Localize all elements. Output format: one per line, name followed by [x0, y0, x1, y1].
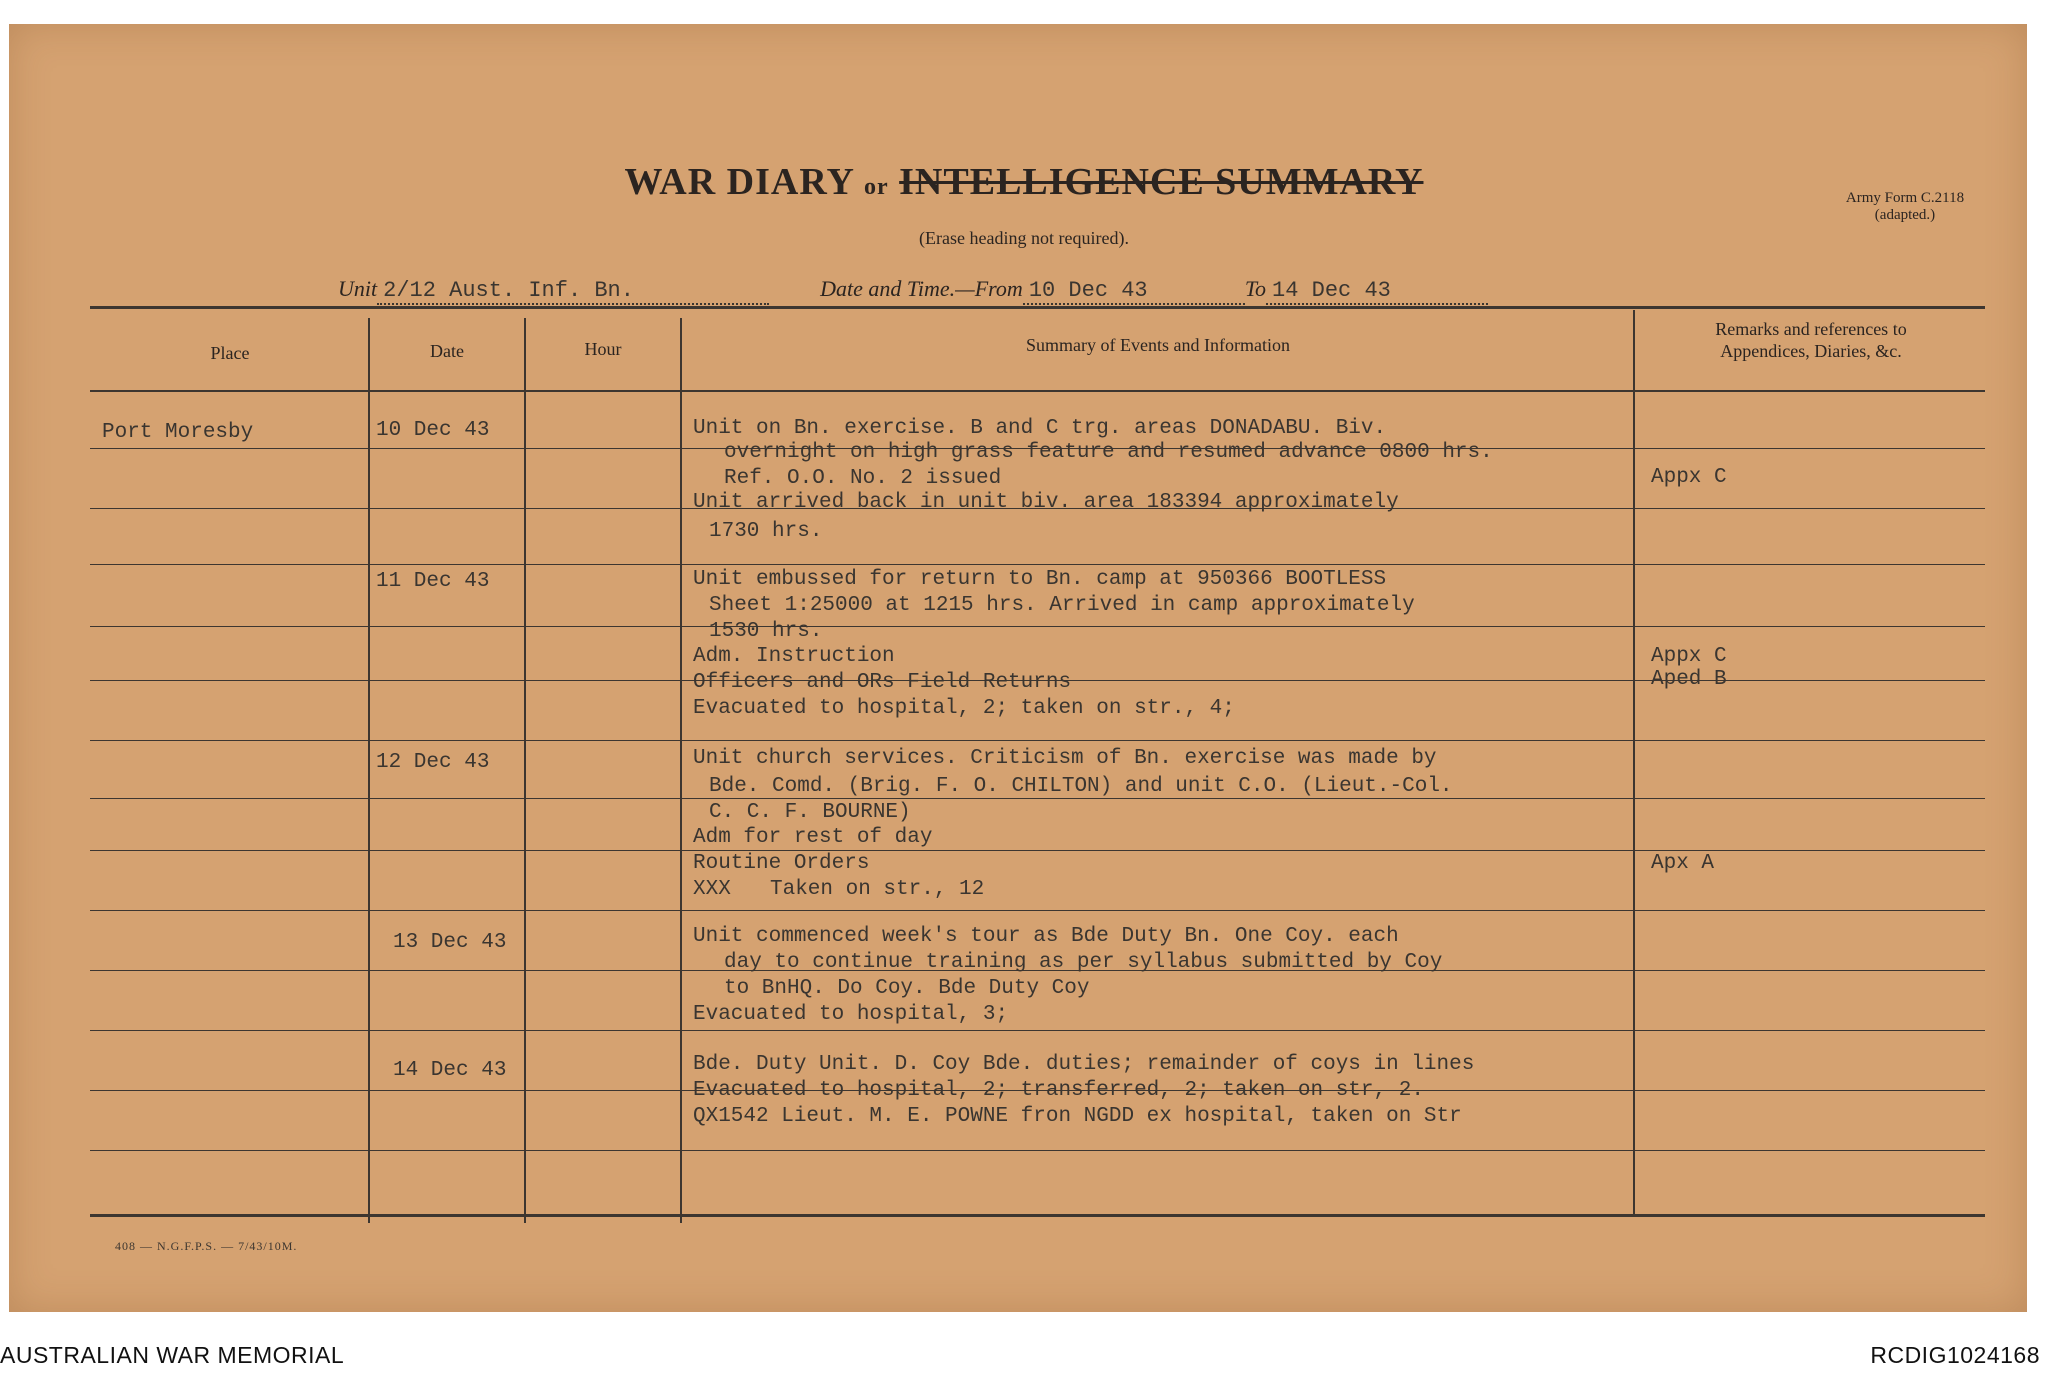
date-14-dec: 14 Dec 43: [393, 1059, 507, 1082]
summary-line: to BnHQ. Do Coy. Bde Duty Coy: [724, 977, 1090, 1000]
col-divider-hour: [680, 318, 682, 1223]
date-13-dec: 13 Dec 43: [393, 931, 507, 954]
date-12-dec: 12 Dec 43: [376, 751, 490, 774]
army-form-number: Army Form C.2118: [1845, 190, 1965, 206]
row-rule: [90, 1150, 1985, 1151]
header-rule: [90, 390, 1985, 392]
title-or: or: [863, 174, 889, 200]
summary-line: Adm. Instruction: [693, 645, 895, 668]
remark-appx-b: Aped B: [1651, 668, 1727, 691]
col-divider-place: [368, 318, 370, 1223]
date-to-value: 14 Dec 43: [1266, 278, 1488, 305]
summary-line: Unit arrived back in unit biv. area 183394 approximately: [693, 491, 1399, 514]
col-divider-date: [524, 318, 526, 1223]
remark-appx-c: Appx C: [1651, 466, 1727, 489]
header-summary: Summary of Events and Information: [1026, 335, 1290, 355]
header-place: Place: [210, 343, 250, 363]
date-from-value: 10 Dec 43: [1023, 278, 1245, 305]
date-10-dec: 10 Dec 43: [376, 419, 490, 442]
summary-line: Routine Orders: [693, 852, 870, 875]
row-rule: [90, 910, 1985, 911]
summary-line: Sheet 1:25000 at 1215 hrs. Arrived in camp approximately: [709, 594, 1415, 617]
unit-label: Unit: [338, 276, 378, 301]
date-11-dec: 11 Dec 43: [376, 570, 490, 593]
summary-line: 1530 hrs.: [709, 620, 823, 643]
row-rule: [90, 740, 1985, 741]
summary-line: Unit on Bn. exercise. B and C trg. areas DONADABU. Biv.: [693, 417, 1387, 440]
form-subtitle: (Erase heading not required).: [919, 228, 1129, 248]
summary-line: Officers and ORs Field Returns: [693, 671, 1072, 694]
table-top-rule: [90, 306, 1985, 309]
print-code: 408 — N.G.F.P.S. — 7/43/10M.: [115, 1239, 298, 1253]
summary-line: Unit embussed for return to Bn. camp at 950366 BOOTLESS: [693, 568, 1387, 591]
summary-line: Unit commenced week's tour as Bde Duty Bn. One Coy. each: [693, 925, 1399, 948]
remark-apx-a: Apx A: [1651, 852, 1715, 875]
header-remarks-line-1: Remarks and references to: [1715, 319, 1907, 339]
struck-text: XXX: [693, 878, 731, 901]
row-rule: [90, 626, 1985, 627]
summary-line: overnight on high grass feature and resumed advance 0800 hrs.: [724, 441, 1493, 464]
archive-caption-left: AUSTRALIAN WAR MEMORIAL: [0, 1342, 345, 1368]
summary-line: day to continue training as per syllabus submitted by Coy: [724, 951, 1443, 974]
title-second: INTELLIGENCE SUMMARY: [899, 161, 1424, 203]
army-form-label: [1820, 190, 1990, 224]
to-label: To: [1244, 276, 1267, 301]
row-rule: [90, 850, 1985, 851]
table-bottom-rule: [90, 1214, 1985, 1217]
summary-line: QX1542 Lieut. M. E. POWNE fron NGDD ex hospital, taken on Str: [693, 1105, 1462, 1128]
summary-line: 1730 hrs.: [709, 520, 823, 543]
header-remarks: [1636, 318, 1986, 362]
col-divider-summary: [1633, 310, 1635, 1215]
row-rule: [90, 798, 1985, 799]
place-port-moresby: Port Moresby: [102, 421, 254, 444]
archive-caption-right: RCDIG1024168: [1870, 1342, 2040, 1368]
summary-line: Unit church services. Criticism of Bn. exercise was made by: [693, 747, 1437, 770]
row-rule: [90, 564, 1985, 565]
row-rule: [90, 1030, 1985, 1031]
title-main: WAR DIARY: [624, 161, 854, 203]
form-title: [0, 160, 2048, 204]
summary-line: Evacuated to hospital, 2; taken on str., 4;: [693, 697, 1235, 720]
summary-line: Evacuated to hospital, 3;: [693, 1003, 1009, 1026]
unit-line: [338, 276, 1488, 305]
header-hour: Hour: [584, 339, 622, 359]
summary-line: Adm for rest of day: [693, 826, 933, 849]
header-date: Date: [430, 341, 464, 361]
remark-appx-c: Appx C: [1651, 645, 1727, 668]
summary-line: Ref. O.O. No. 2 issued: [724, 467, 1002, 490]
header-remarks-line-2: Appendices, Diaries, &c.: [1720, 341, 1902, 361]
summary-line: Bde. Comd. (Brig. F. O. CHILTON) and unit C.O. (Lieut.-Col.: [709, 775, 1453, 798]
summary-line: Evacuated to hospital, 2; transferred, 2; taken on str, 2.: [693, 1079, 1424, 1102]
date-label: Date and Time.—From: [820, 276, 1023, 301]
summary-line: Bde. Duty Unit. D. Coy Bde. duties; remainder of coys in lines: [693, 1053, 1475, 1076]
summary-line: Taken on str., 12: [770, 878, 985, 901]
summary-line: C. C. F. BOURNE): [709, 801, 911, 824]
army-form-sub: (adapted.): [1874, 207, 1936, 223]
unit-value: 2/12 Aust. Inf. Bn.: [377, 278, 769, 305]
